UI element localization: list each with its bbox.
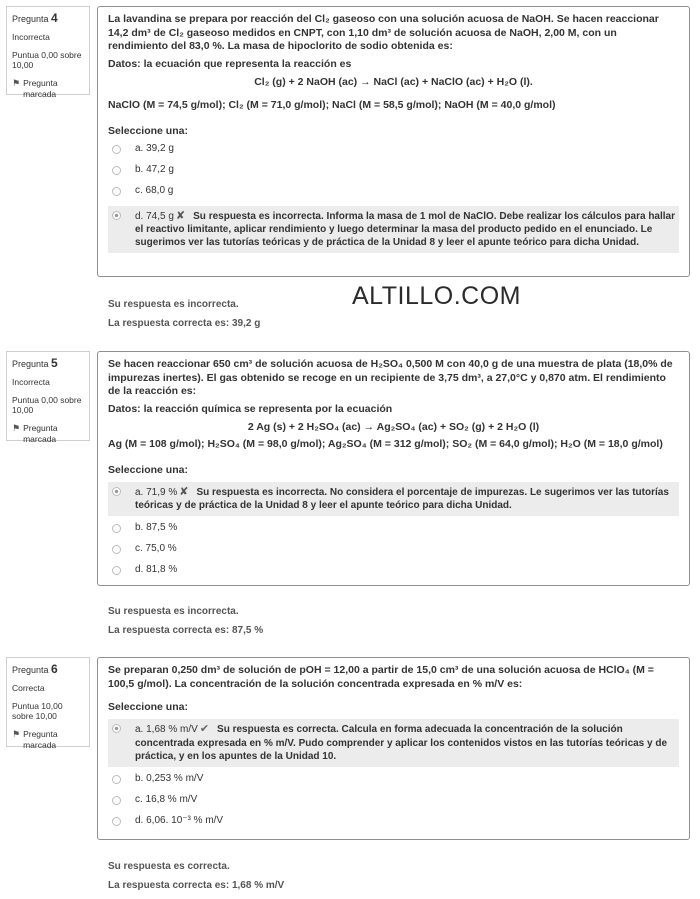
equation: 2 Ag (s) + 2 H₂SO₄ (ac) → Ag₂SO₄ (ac) + SO₂ (g) + 2 H₂O (l) [247, 420, 540, 433]
answer-option-b[interactable]: b. 87,5 % [108, 522, 679, 543]
question-number: Pregunta 4 [12, 11, 58, 25]
correct-answer-text: La respuesta correcta es: 39,2 g [108, 318, 261, 329]
radio-button[interactable] [112, 145, 121, 154]
answer-option-c[interactable]: c. 75,0 % [108, 543, 679, 564]
answer-option-d-selected[interactable]: d. 74,5 g ✘ Su respuesta es incorrecta. Informa la masa de 1 mol de NaClO. Debe realizar los cálculos para hallar el reactivo limitante, aplicar rendimiento y luego determinar la masa del producto pedido en el enunciado. Le sugerimos ver las tutorías teóricas y de práctica de la Unidad 8 y leer el apunte teórico para dicha Unidad. [108, 206, 679, 253]
question-text: La lavandina se prepara por reacción del Cl₂ gaseoso con una solución acuosa de NaOH. Se hacen reaccionar 14,2 dm³ de Cl₂ gaseoso medidos en CNPT, con 1,10 dm³ de solución acuosa de NaOH, 2,00 M, con un rendimiento del 83,0 %. La masa de hipoclorito de sodio obtenida es: Datos: la ecuación que representa la reacción es Cl₂ (g) + 2 NaOH (ac) → NaCl (ac) + NaClO (ac) + H₂O (l). NaClO (M = 74,5 g/mol); Cl₂ (M = 71,0 g/mol); NaCl (M = 58,5 g/mol); NaOH (M = 40,0 g/mol) [108, 13, 679, 113]
question-info-4 [6, 6, 90, 99]
question-state: Incorrecta [12, 32, 50, 42]
answer-option-d[interactable]: d. 6,06. 10⁻³ % m/V [108, 815, 679, 836]
select-prompt: Seleccione una: [108, 463, 188, 476]
outcome-text: Su respuesta es correcta. [108, 861, 230, 872]
feedback-text: Su respuesta es incorrecta. No considera el porcentaje de impurezas. Le sugerimos ver las tutorías teóricas y de práctica de la Unidad 8 y leer el apunte teórico para dicha Unidad. [135, 486, 669, 512]
answer-option-a[interactable]: a. 39,2 g [108, 143, 679, 164]
radio-button[interactable] [112, 545, 121, 554]
correct-answer-text: La respuesta correcta es: 87,5 % [108, 625, 264, 636]
correct-check-icon: ✔ [199, 723, 210, 736]
question-number: Pregunta 6 [12, 662, 58, 676]
flag-icon: ⚑ [12, 728, 21, 739]
answer-option-a-selected[interactable]: a. 1,68 % m/V ✔ Su respuesta es correcta. Calcula en forma adecuada la concentración de la solución concentrada expresada en % m/V. Pudo comprender y aplicar los contenidos vistos en las tutorías teóricas y de práctica, y en los apuntes de la Unidad 10. [108, 719, 679, 766]
answer-option-b[interactable]: b. 47,2 g [108, 164, 679, 185]
question-text: Se hacen reaccionar 650 cm³ de solución acuosa de H₂SO₄ 0,500 M con 40,0 g de una muestra de plata (18,0% de impurezas inertes). El gas obtenido se recoge en un recipiente de 3,75 dm³, a 27,0°C y 0,870 atm. El rendimiento de la reacción es: Datos: la reacción química se representa por la ecuación 2 Ag (s) + 2 H₂SO₄ (ac) → Ag₂SO₄ (ac) + SO₂ (g) + 2 H₂O (l) Ag (M = 108 g/mol); H₂SO₄ (M = 98,0 g/mol); Ag₂SO₄ (M = 312 g/mol); SO₂ (M = 64,0 g/mol); H₂O (M = 18,0 g/mol) [108, 358, 679, 452]
question-content-6 [97, 657, 690, 840]
outcome-text: Su respuesta es incorrecta. [108, 606, 239, 617]
incorrect-mark-icon: ✘ [175, 209, 186, 222]
answer-option-c[interactable]: c. 68,0 g [108, 185, 679, 206]
radio-button-checked[interactable] [112, 487, 121, 496]
radio-button[interactable] [112, 187, 121, 196]
radio-button[interactable] [112, 166, 121, 175]
question-content-4 [97, 6, 690, 277]
question-number: Pregunta 5 [12, 356, 58, 370]
equation: Cl₂ (g) + 2 NaOH (ac) → NaCl (ac) + NaClO (ac) + H₂O (l). [254, 75, 533, 88]
answer-option-a-selected[interactable]: a. 71,9 % ✘ Su respuesta es incorrecta. No considera el porcentaje de impurezas. Le sugerimos ver las tutorías teóricas y de práctica de la Unidad 8 y leer el apunte teórico para dicha Unidad. [108, 482, 679, 516]
flag-question-toggle[interactable]: ⚑ Pregunta marcada [12, 422, 58, 444]
radio-button[interactable] [112, 817, 121, 826]
question-content-5 [97, 351, 690, 586]
feedback-text: Su respuesta es correcta. Calcula en forma adecuada la concentración de la solución concentrada expresada en % m/V. Pudo comprender y aplicar los contenidos vistos en las tutorías teóricas y de práctica, y en los apuntes de la Unidad 10. [135, 724, 668, 762]
outcome-text: Su respuesta es incorrecta. [108, 299, 239, 310]
radio-button-checked[interactable] [112, 724, 121, 733]
answer-option-b[interactable]: b. 0,253 % m/V [108, 773, 679, 794]
question-state: Incorrecta [12, 377, 50, 387]
flag-question-toggle[interactable]: ⚑ Pregunta marcada [12, 728, 58, 750]
answer-option-d[interactable]: d. 81,8 % [108, 564, 679, 585]
question-info-5 [6, 351, 90, 444]
correct-answer-text: La respuesta correcta es: 1,68 % m/V [108, 880, 285, 891]
question-state: Correcta [12, 683, 45, 693]
radio-button[interactable] [112, 796, 121, 805]
select-prompt: Seleccione una: [108, 701, 188, 714]
radio-button-checked[interactable] [112, 211, 121, 220]
radio-button[interactable] [112, 566, 121, 575]
flag-icon: ⚑ [12, 77, 21, 88]
answer-option-c[interactable]: c. 16,8 % m/V [108, 794, 679, 815]
incorrect-mark-icon: ✘ [179, 485, 189, 498]
feedback-text: Su respuesta es incorrecta. Informa la masa de 1 mol de NaClO. Debe realizar los cálculos para hallar el reactivo limitante, aplicar rendimiento y luego determinar la masa del producto pedido en el enunciado. Le sugerimos ver las tutorías teóricas y de práctica de la Unidad 8 y leer el apunte teórico para dicha Unidad. [135, 210, 676, 249]
select-prompt: Seleccione una: [108, 124, 188, 137]
question-grade: Puntua 10,00 sobre 10,00 [12, 700, 63, 722]
question-grade: Puntua 0,00 sobre 10,00 [12, 394, 82, 416]
question-grade: Puntua 0,00 sobre 10,00 [12, 49, 82, 71]
question-text: Se preparan 0,250 dm³ de solución de pOH = 12,00 a partir de 15,0 cm³ de una solución acuosa de HClO₄ (M = 100,5 g/mol). La concentración de la solución concentrada expresada en % m/V es: [108, 664, 654, 690]
flag-question-toggle[interactable]: ⚑ Pregunta marcada [12, 77, 58, 99]
watermark: ALTILLO.COM [352, 282, 521, 310]
radio-button[interactable] [112, 524, 121, 533]
flag-icon: ⚑ [12, 422, 21, 433]
question-info-6 [6, 657, 90, 750]
radio-button[interactable] [112, 775, 121, 784]
